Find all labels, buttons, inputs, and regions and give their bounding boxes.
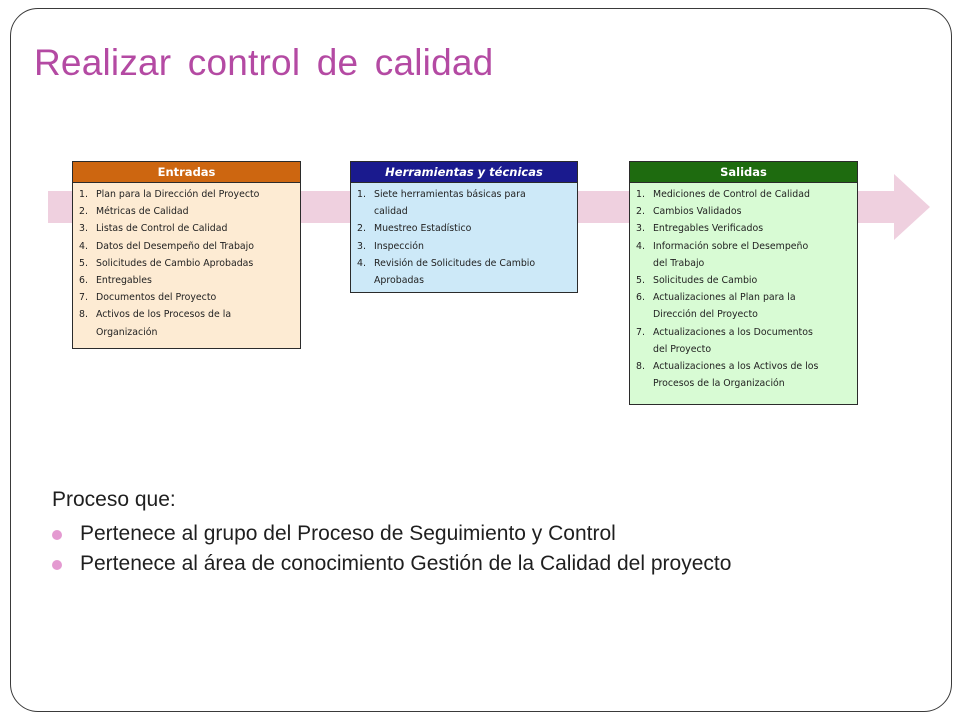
bullet-dot-icon <box>52 530 62 540</box>
list-item <box>357 186 573 203</box>
list-item <box>636 289 853 306</box>
intro-text: Proceso que: <box>52 488 176 511</box>
list-item-text: Entregables <box>96 275 152 287</box>
slide-title: Realizar control de calidad <box>34 42 494 83</box>
list-item-text: del Trabajo <box>653 257 705 269</box>
list-item-text: Datos del Desempeño del Trabajo <box>96 240 254 252</box>
list-item-number: 6. <box>79 275 88 287</box>
list-item-text: calidad <box>374 206 408 218</box>
list-item-text: Solicitudes de Cambio Aprobadas <box>96 257 254 269</box>
inputs-list <box>73 183 300 341</box>
list-item <box>79 203 296 220</box>
list-item-number: 3. <box>636 223 645 235</box>
list-item-number <box>357 203 374 220</box>
list-item-number: 8. <box>636 361 645 373</box>
bullet-list <box>52 519 731 579</box>
list-item-number <box>636 341 653 358</box>
list-item-number: 4. <box>79 240 88 252</box>
body-text <box>52 485 731 579</box>
inputs-heading: Entradas <box>73 162 300 183</box>
bullet-item <box>52 519 731 549</box>
list-item <box>636 358 853 375</box>
list-item-text: Procesos de la Organización <box>653 378 785 390</box>
list-item <box>636 203 853 220</box>
list-item <box>636 272 853 289</box>
list-item-number: 1. <box>636 189 645 200</box>
list-item-text: Aprobadas <box>374 275 425 287</box>
list-item-text: Muestreo Estadístico <box>374 223 472 235</box>
list-item-number: 3. <box>79 223 88 235</box>
list-item-text: Mediciones de Control de Calidad <box>653 189 810 200</box>
list-item-number: 2. <box>636 206 645 218</box>
list-item-number: 8. <box>79 309 88 321</box>
list-item-text: Actualizaciones a los Activos de los <box>653 361 819 373</box>
list-item-number <box>636 375 653 392</box>
list-item-number: 7. <box>636 326 645 338</box>
list-item-number: 4. <box>636 240 645 252</box>
list-item-text: Organización <box>96 326 158 338</box>
list-item-text: Documentos del Proyecto <box>96 292 217 304</box>
list-item-number: 5. <box>79 257 88 269</box>
list-item-text: Métricas de Calidad <box>96 206 189 218</box>
list-item <box>79 238 296 255</box>
list-item <box>357 238 573 255</box>
bullet-item <box>52 549 731 579</box>
list-item <box>79 272 296 289</box>
list-item-text: Inspección <box>374 240 424 252</box>
list-item <box>357 203 573 220</box>
list-item-text: Actualizaciones a los Documentos <box>653 326 813 338</box>
list-item <box>636 341 853 358</box>
list-item <box>357 272 573 289</box>
list-item-text: Siete herramientas básicas para <box>374 189 526 200</box>
list-item-number <box>636 255 653 272</box>
list-item-text: Información sobre el Desempeño <box>653 240 809 252</box>
list-item-number <box>79 324 96 341</box>
bullet-dot-icon <box>52 560 62 570</box>
outputs-list <box>630 183 857 392</box>
list-item <box>636 324 853 341</box>
list-item-number: 3. <box>357 240 366 252</box>
list-item <box>79 324 296 341</box>
list-item-text: Cambios Validados <box>653 206 742 218</box>
list-item-text: Entregables Verificados <box>653 223 764 235</box>
bullet-text: Pertenece al área de conocimiento Gestión de la Calidad del proyecto <box>80 552 732 575</box>
list-item-text: Listas de Control de Calidad <box>96 223 228 235</box>
list-item <box>636 220 853 237</box>
outputs-heading: Salidas <box>630 162 857 183</box>
outputs-box <box>629 161 858 405</box>
list-item-number: 1. <box>357 189 366 200</box>
tools-box <box>350 161 578 293</box>
bullet-text: Pertenece al grupo del Proceso de Seguimiento y Control <box>80 522 616 545</box>
list-item-text: Actualizaciones al Plan para la <box>653 292 796 304</box>
tools-heading: Herramientas y técnicas <box>351 162 577 183</box>
list-item-number: 2. <box>357 223 366 235</box>
list-item-text: del Proyecto <box>653 343 712 355</box>
list-item-number <box>636 306 653 323</box>
list-item-number: 1. <box>79 189 88 200</box>
tools-list <box>351 183 577 289</box>
list-item-number: 2. <box>79 206 88 218</box>
list-item <box>636 186 853 203</box>
list-item-number: 4. <box>357 257 366 269</box>
list-item <box>636 375 853 392</box>
list-item-number: 5. <box>636 275 645 287</box>
list-item-text: Dirección del Proyecto <box>653 309 758 321</box>
list-item-number: 7. <box>79 292 88 304</box>
list-item <box>636 255 853 272</box>
list-item <box>357 220 573 237</box>
list-item-text: Solicitudes de Cambio <box>653 275 758 287</box>
list-item-text: Plan para la Dirección del Proyecto <box>96 189 260 200</box>
list-item <box>79 186 296 203</box>
list-item-number <box>357 272 374 289</box>
list-item <box>636 238 853 255</box>
list-item-number: 6. <box>636 292 645 304</box>
list-item-text: Activos de los Procesos de la <box>96 309 232 321</box>
list-item-text: Revisión de Solicitudes de Cambio <box>374 257 536 269</box>
list-item <box>79 306 296 323</box>
list-item <box>636 306 853 323</box>
list-item <box>79 255 296 272</box>
list-item <box>79 289 296 306</box>
list-item <box>357 255 573 272</box>
inputs-box <box>72 161 301 349</box>
list-item <box>79 220 296 237</box>
